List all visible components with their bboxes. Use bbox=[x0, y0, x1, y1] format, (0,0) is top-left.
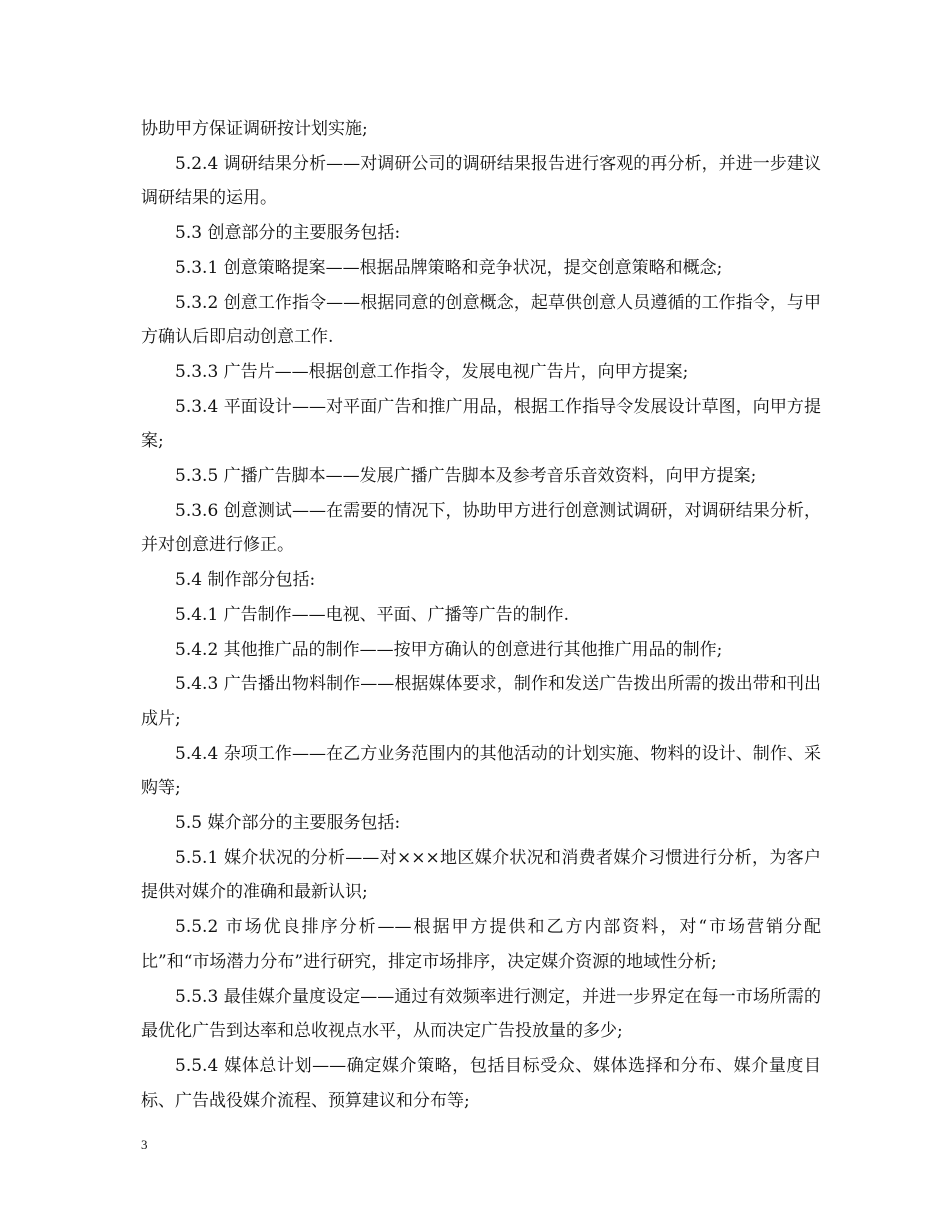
paragraph: 5.3.3 广告片——根据创意工作指令，发展电视广告片，向甲方提案; bbox=[175, 361, 689, 382]
paragraph: 5.4.4 杂项工作——在乙方业务范围内的其他活动的计划实施、物料的设计、制作、采购等; bbox=[141, 743, 821, 799]
paragraph: 5.3.1 创意策略提案——根据品牌策略和竞争状况，提交创意策略和概念; bbox=[175, 257, 723, 278]
paragraph: 5.5.2 市场优良排序分析——根据甲方提供和乙方内部资料，对“市场营销分配比”和“市场潜力分布”进行研究，排定市场排序，决定媒介资源的地域性分析; bbox=[141, 917, 821, 972]
paragraph: 5.3.6 创意测试——在需要的情况下，协助甲方进行创意测试调研，对调研结果分析，并对创意进行修正。 bbox=[141, 500, 821, 556]
paragraph: 协助甲方保证调研按计划实施; bbox=[141, 119, 368, 139]
paragraph: 5.3.2 创意工作指令——根据同意的创意概念，起草供创意人员遵循的工作指令，与甲方确认后即启动创意工作. bbox=[141, 292, 821, 348]
section-heading: 5.3 创意部分的主要服务包括: bbox=[175, 223, 401, 244]
paragraph: 5.5.3 最佳媒介量度设定——通过有效频率进行测定，并进一步界定在每一市场所需的最优化广告到达率和总收视点水平，从而决定广告投放量的多少; bbox=[141, 986, 821, 1042]
paragraph: 5.2.4 调研结果分析——对调研公司的调研结果报告进行客观的再分析，并进一步建议调研结果的运用。 bbox=[141, 153, 821, 209]
section-heading: 5.4 制作部分包括: bbox=[175, 570, 316, 591]
paragraph: 5.4.1 广告制作——电视、平面、广播等广告的制作. bbox=[175, 604, 570, 625]
paragraph: 5.3.5 广播广告脚本——发展广播广告脚本及参考音乐音效资料，向甲方提案; bbox=[175, 466, 757, 487]
paragraph: 5.5.1 媒介状况的分析——对×××地区媒介状况和消费者媒介习惯进行分析，为客户提供对媒介的准确和最新认识; bbox=[141, 847, 821, 903]
paragraph: 5.4.3 广告播出物料制作——根据媒体要求，制作和发送广告拨出所需的拨出带和刊出成片; bbox=[141, 674, 821, 729]
document-body bbox=[141, 112, 821, 1118]
paragraph: 5.5.4 媒体总计划——确定媒介策略，包括目标受众、媒体选择和分布、媒介量度目标、广告战役媒介流程、预算建议和分布等; bbox=[141, 1055, 821, 1111]
paragraph: 5.3.4 平面设计——对平面广告和推广用品，根据工作指导令发展设计草图，向甲方提案; bbox=[141, 396, 821, 452]
page-number: 3 bbox=[141, 1137, 148, 1152]
section-heading: 5.5 媒介部分的主要服务包括: bbox=[175, 813, 401, 834]
paragraph: 5.4.2 其他推广品的制作——按甲方确认的创意进行其他推广用品的制作; bbox=[175, 639, 723, 660]
